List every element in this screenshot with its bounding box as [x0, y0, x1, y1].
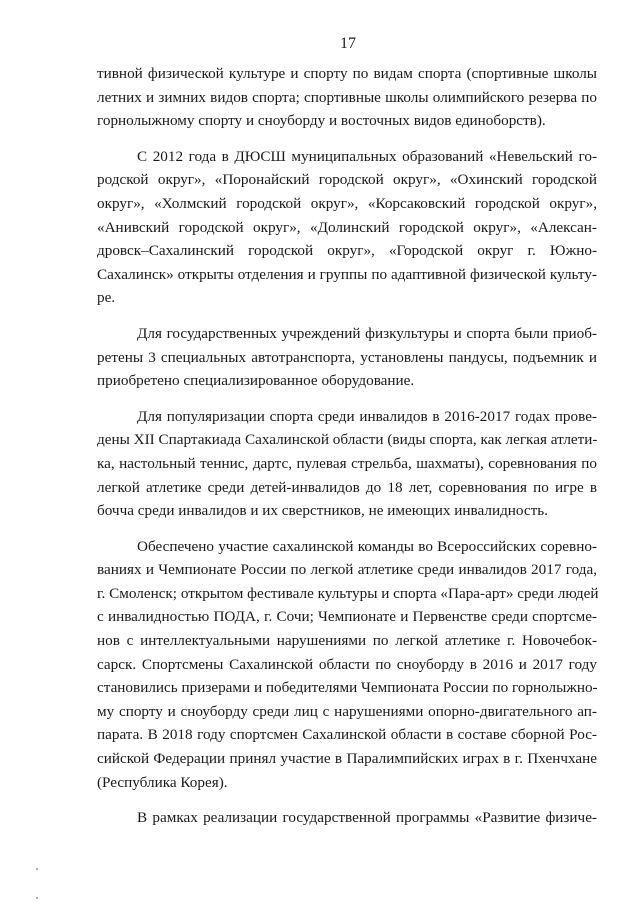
text-line: горнолыжному спорту и сноуборду и восточных видов единоборств).	[97, 112, 546, 130]
text-line: В рамках реализации государственной программы «Развитие физиче-	[137, 809, 597, 827]
text-line: сийской Федерации принял участие в Паралимпийских играх в г. Пхенчхане	[97, 750, 597, 768]
text-line: дровск–Сахалинский городской округ», «Городской округ г. Южно-	[97, 242, 597, 260]
text-line: нов с интеллектуальными нарушениями по легкой атлетике г. Новочебок-	[97, 632, 597, 650]
document-body	[97, 62, 597, 842]
text-line: ваниях и Чемпионате России по легкой атлетике среди инвалидов 2017 года,	[97, 561, 597, 579]
scan-speck	[36, 897, 38, 899]
paragraph-equipment	[97, 322, 597, 393]
text-line: легкой атлетике среди детей-инвалидов до 18 лет, соревнования по игре в	[97, 478, 597, 496]
text-line: му спорту и сноуборду среди лиц с нарушениями опорно-двигательного ап-	[97, 702, 597, 720]
text-line: «Анивский городской округ», «Долинский городской округ», «Алексан-	[97, 218, 597, 236]
scan-speck	[36, 868, 38, 870]
text-line: ретены 3 специальных автотранспорта, установлены пандусы, подъемник и	[97, 348, 597, 366]
text-line: ре.	[97, 289, 116, 307]
text-line: г. Смоленск; открытом фестивале культуры и спорта «Пара-арт» среди людей	[97, 584, 599, 602]
paragraph-sport-schools	[97, 62, 597, 133]
text-line: Сахалинск» открыты отделения и группы по адаптивной физической культу-	[97, 265, 597, 283]
text-line: парата. В 2018 году спортсмен Сахалинской области в составе сборной Рос-	[97, 726, 597, 744]
text-line: Обеспечено участие сахалинской команды во Всероссийских соревно-	[137, 537, 597, 555]
text-line: становились призерами и победителями Чемпионата России по горнолыжно-	[97, 679, 598, 697]
paragraph-spartakiada	[97, 405, 597, 523]
text-line: ка, настольный теннис, дартс, пулевая стрельба, шахматы), соревнования по	[97, 454, 597, 472]
text-line: округ», «Холмский городской округ», «Корсаковский городской округ»,	[97, 194, 597, 212]
text-line: сарск. Спортсмены Сахалинской области по сноуборду в 2016 и 2017 году	[97, 655, 597, 673]
text-line: тивной физической культуре и спорту по видам спорта (спортивные школы	[97, 65, 597, 82]
text-line: Для популяризации спорта среди инвалидов в 2016-2017 годах прове-	[137, 407, 597, 425]
text-line: летних и зимних видов спорта; спортивные школы олимпийского резерва по	[97, 88, 597, 106]
page-number: 17	[340, 35, 356, 52]
text-line: Для государственных учреждений физкультуры и спорта были приоб-	[137, 324, 597, 342]
text-line: (Республика Корея).	[97, 773, 228, 791]
text-line: дены XII Спартакиада Сахалинской области (виды спорта, как легкая атлети-	[97, 431, 598, 449]
paragraph-dyussh	[97, 145, 597, 310]
text-line: С 2012 года в ДЮСШ муниципальных образований «Невельский го-	[137, 147, 597, 165]
paragraph-state-program	[97, 806, 597, 830]
text-line: приобретено специализированное оборудование.	[97, 372, 415, 390]
text-line: с инвалидностью ПОДА, г. Сочи; Чемпионате и Первенстве среди спортсме-	[97, 608, 597, 626]
text-line: бочча среди инвалидов и их сверстников, не имеющих инвалидность.	[97, 502, 549, 520]
text-line: родской округ», «Поронайский городской округ», «Охинский городской	[97, 171, 597, 189]
paragraph-competitions	[97, 535, 597, 795]
